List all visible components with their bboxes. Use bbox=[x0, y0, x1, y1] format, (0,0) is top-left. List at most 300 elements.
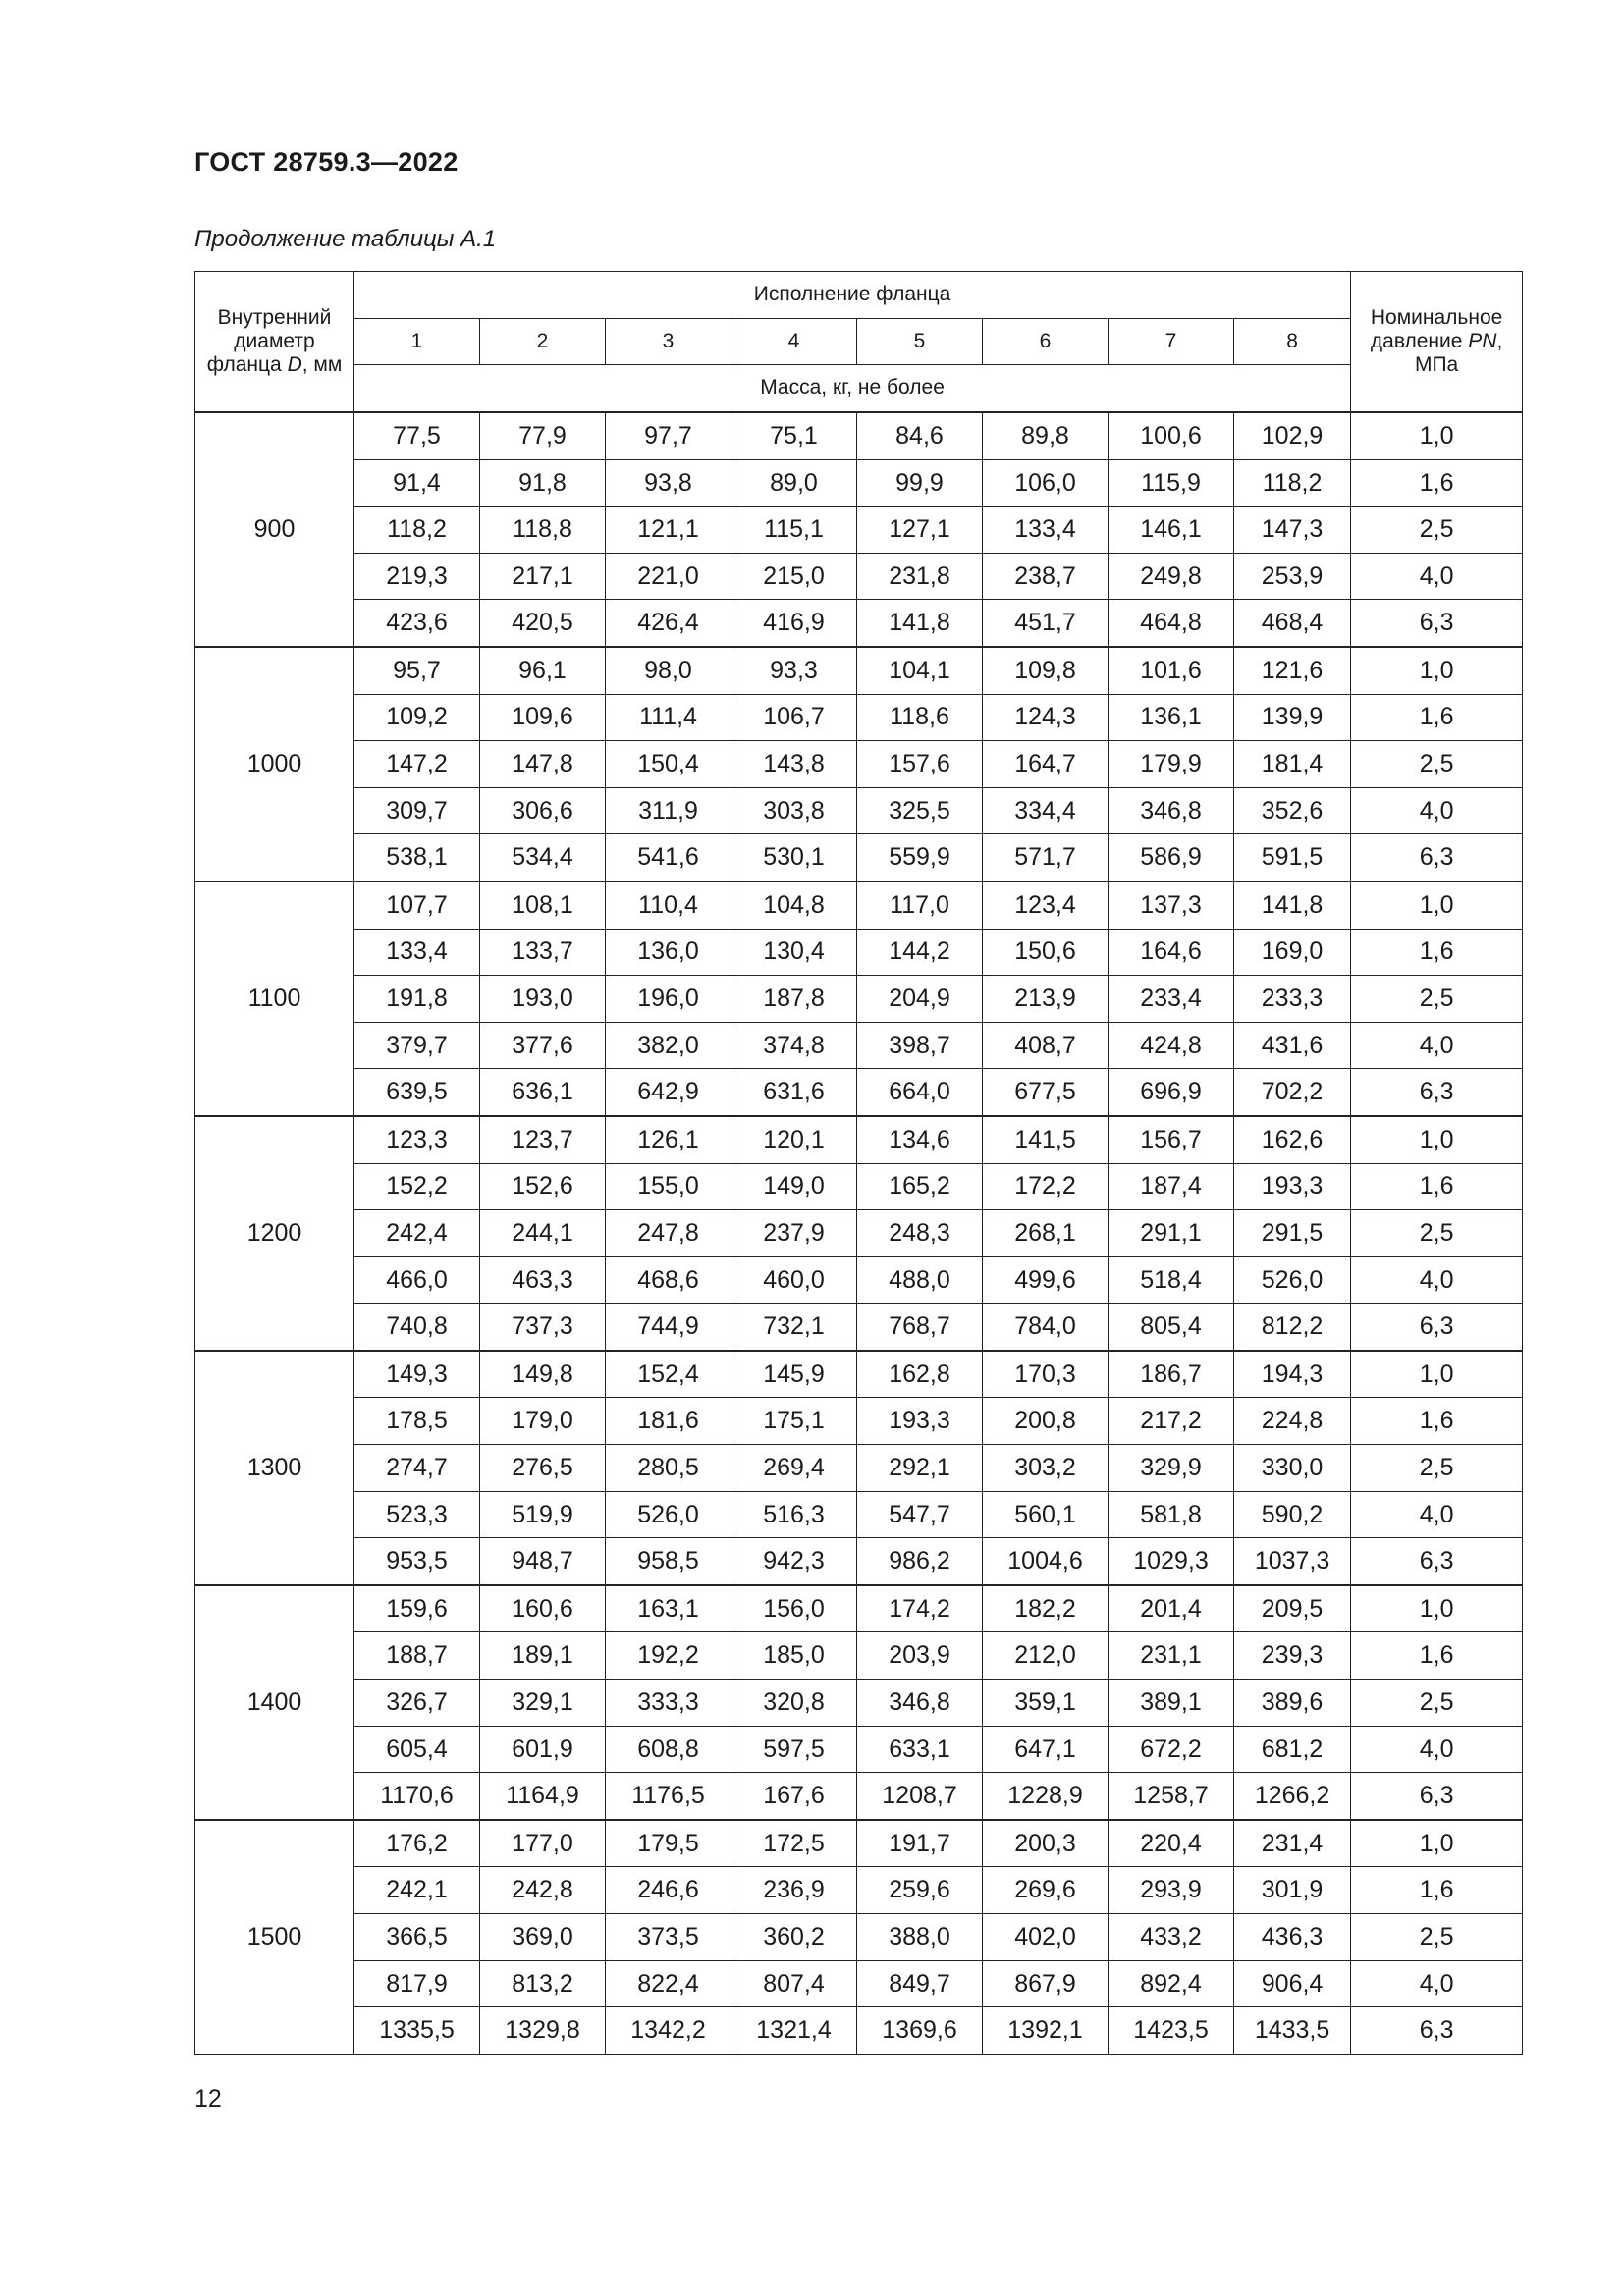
mass-cell: 123,4 bbox=[983, 881, 1109, 929]
mass-cell: 1321,4 bbox=[731, 2007, 857, 2055]
pressure-cell: 6,3 bbox=[1351, 1773, 1523, 1820]
header-flange-type-3: 3 bbox=[606, 319, 731, 365]
mass-cell: 147,8 bbox=[480, 741, 606, 788]
mass-cell: 1392,1 bbox=[983, 2007, 1109, 2055]
mass-cell: 1176,5 bbox=[606, 1773, 731, 1820]
diameter-cell: 1100 bbox=[195, 881, 354, 1116]
mass-cell: 948,7 bbox=[480, 1538, 606, 1585]
mass-cell: 530,1 bbox=[731, 834, 857, 881]
mass-cell: 1037,3 bbox=[1234, 1538, 1351, 1585]
table-row bbox=[195, 1820, 1523, 1867]
mass-cell: 220,4 bbox=[1109, 1820, 1234, 1867]
mass-cell: 436,3 bbox=[1234, 1914, 1351, 1961]
mass-cell: 463,3 bbox=[480, 1256, 606, 1304]
pressure-cell: 2,5 bbox=[1351, 1445, 1523, 1492]
mass-cell: 118,2 bbox=[354, 507, 480, 554]
mass-cell: 155,0 bbox=[606, 1163, 731, 1210]
mass-cell: 157,6 bbox=[857, 741, 983, 788]
mass-cell: 601,9 bbox=[480, 1726, 606, 1773]
mass-cell: 101,6 bbox=[1109, 647, 1234, 694]
mass-cell: 249,8 bbox=[1109, 553, 1234, 600]
mass-table bbox=[194, 271, 1523, 2055]
mass-cell: 133,7 bbox=[480, 929, 606, 976]
header-flange-type-5: 5 bbox=[857, 319, 983, 365]
mass-cell: 681,2 bbox=[1234, 1726, 1351, 1773]
mass-cell: 137,3 bbox=[1109, 881, 1234, 929]
mass-cell: 141,5 bbox=[983, 1116, 1109, 1163]
mass-cell: 93,3 bbox=[731, 647, 857, 694]
mass-cell: 215,0 bbox=[731, 553, 857, 600]
mass-cell: 181,6 bbox=[606, 1398, 731, 1445]
pressure-cell: 4,0 bbox=[1351, 787, 1523, 834]
mass-cell: 1433,5 bbox=[1234, 2007, 1351, 2055]
mass-cell: 274,7 bbox=[354, 1445, 480, 1492]
mass-cell: 388,0 bbox=[857, 1914, 983, 1961]
mass-cell: 182,2 bbox=[983, 1585, 1109, 1632]
mass-cell: 744,9 bbox=[606, 1304, 731, 1351]
mass-cell: 1342,2 bbox=[606, 2007, 731, 2055]
mass-cell: 464,8 bbox=[1109, 600, 1234, 647]
mass-cell: 768,7 bbox=[857, 1304, 983, 1351]
mass-cell: 84,6 bbox=[857, 412, 983, 459]
mass-cell: 1369,6 bbox=[857, 2007, 983, 2055]
mass-cell: 586,9 bbox=[1109, 834, 1234, 881]
diameter-cell: 1400 bbox=[195, 1585, 354, 1820]
table-row bbox=[195, 1304, 1523, 1351]
table-row bbox=[195, 976, 1523, 1023]
mass-cell: 303,2 bbox=[983, 1445, 1109, 1492]
mass-cell: 149,0 bbox=[731, 1163, 857, 1210]
mass-cell: 93,8 bbox=[606, 459, 731, 507]
mass-cell: 306,6 bbox=[480, 787, 606, 834]
table-row bbox=[195, 1632, 1523, 1680]
mass-cell: 106,7 bbox=[731, 694, 857, 741]
table-row bbox=[195, 1351, 1523, 1398]
table-row bbox=[195, 1538, 1523, 1585]
table-row bbox=[195, 553, 1523, 600]
mass-cell: 139,9 bbox=[1234, 694, 1351, 741]
header-diameter: Внутренний диаметр фланца D, мм bbox=[195, 272, 354, 413]
mass-cell: 590,2 bbox=[1234, 1491, 1351, 1538]
mass-cell: 109,6 bbox=[480, 694, 606, 741]
table-header bbox=[195, 272, 1523, 413]
pressure-cell: 2,5 bbox=[1351, 1680, 1523, 1727]
mass-cell: 237,9 bbox=[731, 1210, 857, 1257]
mass-cell: 958,5 bbox=[606, 1538, 731, 1585]
mass-cell: 164,6 bbox=[1109, 929, 1234, 976]
mass-cell: 99,9 bbox=[857, 459, 983, 507]
pressure-cell: 6,3 bbox=[1351, 834, 1523, 881]
mass-cell: 1335,5 bbox=[354, 2007, 480, 2055]
table-row bbox=[195, 600, 1523, 647]
mass-cell: 164,7 bbox=[983, 741, 1109, 788]
header-mass: Масса, кг, не более bbox=[354, 365, 1351, 413]
mass-cell: 326,7 bbox=[354, 1680, 480, 1727]
mass-cell: 534,4 bbox=[480, 834, 606, 881]
mass-cell: 185,0 bbox=[731, 1632, 857, 1680]
mass-cell: 518,4 bbox=[1109, 1256, 1234, 1304]
mass-cell: 784,0 bbox=[983, 1304, 1109, 1351]
mass-cell: 219,3 bbox=[354, 553, 480, 600]
mass-cell: 817,9 bbox=[354, 1960, 480, 2007]
mass-cell: 172,2 bbox=[983, 1163, 1109, 1210]
mass-cell: 242,1 bbox=[354, 1867, 480, 1914]
mass-cell: 420,5 bbox=[480, 600, 606, 647]
mass-cell: 247,8 bbox=[606, 1210, 731, 1257]
mass-cell: 366,5 bbox=[354, 1914, 480, 1961]
mass-cell: 96,1 bbox=[480, 647, 606, 694]
mass-cell: 186,7 bbox=[1109, 1351, 1234, 1398]
table-row bbox=[195, 1585, 1523, 1632]
mass-cell: 117,0 bbox=[857, 881, 983, 929]
mass-cell: 238,7 bbox=[983, 553, 1109, 600]
mass-cell: 1164,9 bbox=[480, 1773, 606, 1820]
mass-cell: 121,6 bbox=[1234, 647, 1351, 694]
mass-cell: 167,6 bbox=[731, 1773, 857, 1820]
pressure-cell: 4,0 bbox=[1351, 553, 1523, 600]
mass-cell: 118,8 bbox=[480, 507, 606, 554]
mass-cell: 672,2 bbox=[1109, 1726, 1234, 1773]
mass-cell: 605,4 bbox=[354, 1726, 480, 1773]
mass-cell: 104,8 bbox=[731, 881, 857, 929]
mass-cell: 642,9 bbox=[606, 1069, 731, 1116]
mass-cell: 807,4 bbox=[731, 1960, 857, 2007]
mass-cell: 147,2 bbox=[354, 741, 480, 788]
mass-cell: 408,7 bbox=[983, 1022, 1109, 1069]
table-row bbox=[195, 929, 1523, 976]
table-row bbox=[195, 1022, 1523, 1069]
header-flange-type-2: 2 bbox=[480, 319, 606, 365]
mass-cell: 516,3 bbox=[731, 1491, 857, 1538]
diameter-cell: 900 bbox=[195, 412, 354, 647]
mass-cell: 75,1 bbox=[731, 412, 857, 459]
mass-cell: 1329,8 bbox=[480, 2007, 606, 2055]
table-row bbox=[195, 1491, 1523, 1538]
mass-cell: 268,1 bbox=[983, 1210, 1109, 1257]
pressure-cell: 6,3 bbox=[1351, 1538, 1523, 1585]
mass-cell: 141,8 bbox=[1234, 881, 1351, 929]
mass-cell: 1208,7 bbox=[857, 1773, 983, 1820]
mass-cell: 559,9 bbox=[857, 834, 983, 881]
mass-cell: 1170,6 bbox=[354, 1773, 480, 1820]
mass-cell: 346,8 bbox=[1109, 787, 1234, 834]
mass-cell: 188,7 bbox=[354, 1632, 480, 1680]
pressure-cell: 4,0 bbox=[1351, 1726, 1523, 1773]
mass-cell: 231,8 bbox=[857, 553, 983, 600]
mass-cell: 150,6 bbox=[983, 929, 1109, 976]
mass-cell: 805,4 bbox=[1109, 1304, 1234, 1351]
mass-cell: 293,9 bbox=[1109, 1867, 1234, 1914]
mass-cell: 360,2 bbox=[731, 1914, 857, 1961]
mass-cell: 89,8 bbox=[983, 412, 1109, 459]
mass-cell: 98,0 bbox=[606, 647, 731, 694]
mass-cell: 136,0 bbox=[606, 929, 731, 976]
mass-cell: 179,9 bbox=[1109, 741, 1234, 788]
mass-cell: 329,1 bbox=[480, 1680, 606, 1727]
mass-cell: 460,0 bbox=[731, 1256, 857, 1304]
pressure-cell: 1,6 bbox=[1351, 1867, 1523, 1914]
table-row bbox=[195, 1069, 1523, 1116]
mass-cell: 159,6 bbox=[354, 1585, 480, 1632]
pressure-cell: 4,0 bbox=[1351, 1256, 1523, 1304]
mass-cell: 123,3 bbox=[354, 1116, 480, 1163]
pressure-cell: 2,5 bbox=[1351, 741, 1523, 788]
mass-cell: 468,4 bbox=[1234, 600, 1351, 647]
mass-cell: 176,2 bbox=[354, 1820, 480, 1867]
mass-cell: 231,4 bbox=[1234, 1820, 1351, 1867]
mass-cell: 201,4 bbox=[1109, 1585, 1234, 1632]
mass-cell: 91,4 bbox=[354, 459, 480, 507]
mass-cell: 431,6 bbox=[1234, 1022, 1351, 1069]
mass-cell: 1004,6 bbox=[983, 1538, 1109, 1585]
pressure-cell: 6,3 bbox=[1351, 600, 1523, 647]
table-row bbox=[195, 1773, 1523, 1820]
mass-cell: 224,8 bbox=[1234, 1398, 1351, 1445]
mass-cell: 1266,2 bbox=[1234, 1773, 1351, 1820]
mass-cell: 133,4 bbox=[354, 929, 480, 976]
mass-cell: 633,1 bbox=[857, 1726, 983, 1773]
mass-cell: 424,8 bbox=[1109, 1022, 1234, 1069]
mass-cell: 126,1 bbox=[606, 1116, 731, 1163]
mass-cell: 133,4 bbox=[983, 507, 1109, 554]
mass-cell: 143,8 bbox=[731, 741, 857, 788]
mass-cell: 253,9 bbox=[1234, 553, 1351, 600]
mass-cell: 115,1 bbox=[731, 507, 857, 554]
table-row bbox=[195, 1914, 1523, 1961]
mass-cell: 152,2 bbox=[354, 1163, 480, 1210]
mass-cell: 77,9 bbox=[480, 412, 606, 459]
mass-cell: 102,9 bbox=[1234, 412, 1351, 459]
pressure-cell: 1,0 bbox=[1351, 1116, 1523, 1163]
mass-cell: 193,3 bbox=[1234, 1163, 1351, 1210]
mass-cell: 541,6 bbox=[606, 834, 731, 881]
pressure-cell: 1,6 bbox=[1351, 929, 1523, 976]
mass-cell: 91,8 bbox=[480, 459, 606, 507]
document-title: ГОСТ 28759.3—2022 bbox=[194, 147, 459, 177]
mass-cell: 246,6 bbox=[606, 1867, 731, 1914]
table-row bbox=[195, 647, 1523, 694]
mass-cell: 822,4 bbox=[606, 1960, 731, 2007]
mass-cell: 560,1 bbox=[983, 1491, 1109, 1538]
mass-cell: 812,2 bbox=[1234, 1304, 1351, 1351]
mass-cell: 136,1 bbox=[1109, 694, 1234, 741]
mass-cell: 204,9 bbox=[857, 976, 983, 1023]
mass-cell: 608,8 bbox=[606, 1726, 731, 1773]
mass-cell: 664,0 bbox=[857, 1069, 983, 1116]
mass-cell: 121,1 bbox=[606, 507, 731, 554]
mass-cell: 127,1 bbox=[857, 507, 983, 554]
mass-cell: 162,8 bbox=[857, 1351, 983, 1398]
table-row bbox=[195, 694, 1523, 741]
mass-cell: 108,1 bbox=[480, 881, 606, 929]
mass-cell: 389,6 bbox=[1234, 1680, 1351, 1727]
table-row bbox=[195, 1116, 1523, 1163]
mass-cell: 191,8 bbox=[354, 976, 480, 1023]
mass-cell: 639,5 bbox=[354, 1069, 480, 1116]
mass-cell: 523,3 bbox=[354, 1491, 480, 1538]
mass-cell: 150,4 bbox=[606, 741, 731, 788]
mass-cell: 177,0 bbox=[480, 1820, 606, 1867]
mass-cell: 499,6 bbox=[983, 1256, 1109, 1304]
mass-cell: 179,0 bbox=[480, 1398, 606, 1445]
header-flange-type-group: Исполнение фланца bbox=[354, 272, 1351, 319]
mass-cell: 942,3 bbox=[731, 1538, 857, 1585]
pressure-cell: 1,6 bbox=[1351, 1398, 1523, 1445]
mass-cell: 382,0 bbox=[606, 1022, 731, 1069]
table-row bbox=[195, 412, 1523, 459]
header-flange-type-1: 1 bbox=[354, 319, 480, 365]
page-number: 12 bbox=[194, 2085, 222, 2112]
mass-cell: 118,6 bbox=[857, 694, 983, 741]
pressure-cell: 1,0 bbox=[1351, 1351, 1523, 1398]
mass-cell: 330,0 bbox=[1234, 1445, 1351, 1492]
table-row bbox=[195, 507, 1523, 554]
mass-cell: 187,8 bbox=[731, 976, 857, 1023]
mass-cell: 100,6 bbox=[1109, 412, 1234, 459]
mass-cell: 200,8 bbox=[983, 1398, 1109, 1445]
mass-cell: 526,0 bbox=[1234, 1256, 1351, 1304]
table-row bbox=[195, 1960, 1523, 2007]
mass-cell: 187,4 bbox=[1109, 1163, 1234, 1210]
mass-cell: 377,6 bbox=[480, 1022, 606, 1069]
mass-cell: 213,9 bbox=[983, 976, 1109, 1023]
mass-cell: 379,7 bbox=[354, 1022, 480, 1069]
mass-cell: 732,1 bbox=[731, 1304, 857, 1351]
mass-cell: 77,5 bbox=[354, 412, 480, 459]
mass-cell: 291,5 bbox=[1234, 1210, 1351, 1257]
mass-cell: 402,0 bbox=[983, 1914, 1109, 1961]
mass-cell: 269,6 bbox=[983, 1867, 1109, 1914]
pressure-cell: 1,0 bbox=[1351, 881, 1523, 929]
header-flange-type-6: 6 bbox=[983, 319, 1109, 365]
mass-cell: 466,0 bbox=[354, 1256, 480, 1304]
mass-cell: 181,4 bbox=[1234, 741, 1351, 788]
mass-cell: 538,1 bbox=[354, 834, 480, 881]
mass-cell: 333,3 bbox=[606, 1680, 731, 1727]
mass-cell: 212,0 bbox=[983, 1632, 1109, 1680]
pressure-cell: 1,0 bbox=[1351, 647, 1523, 694]
pressure-cell: 1,0 bbox=[1351, 1585, 1523, 1632]
mass-cell: 165,2 bbox=[857, 1163, 983, 1210]
mass-cell: 320,8 bbox=[731, 1680, 857, 1727]
header-flange-type-7: 7 bbox=[1109, 319, 1234, 365]
mass-cell: 269,4 bbox=[731, 1445, 857, 1492]
mass-cell: 280,5 bbox=[606, 1445, 731, 1492]
mass-cell: 547,7 bbox=[857, 1491, 983, 1538]
mass-cell: 109,8 bbox=[983, 647, 1109, 694]
mass-cell: 389,1 bbox=[1109, 1680, 1234, 1727]
table-row bbox=[195, 741, 1523, 788]
mass-cell: 146,1 bbox=[1109, 507, 1234, 554]
table-row bbox=[195, 459, 1523, 507]
mass-cell: 134,6 bbox=[857, 1116, 983, 1163]
mass-cell: 303,8 bbox=[731, 787, 857, 834]
mass-cell: 193,3 bbox=[857, 1398, 983, 1445]
mass-cell: 147,3 bbox=[1234, 507, 1351, 554]
table-row bbox=[195, 1867, 1523, 1914]
mass-cell: 115,9 bbox=[1109, 459, 1234, 507]
mass-cell: 107,7 bbox=[354, 881, 480, 929]
mass-cell: 374,8 bbox=[731, 1022, 857, 1069]
mass-cell: 702,2 bbox=[1234, 1069, 1351, 1116]
mass-cell: 174,2 bbox=[857, 1585, 983, 1632]
table-row bbox=[195, 2007, 1523, 2055]
mass-cell: 89,0 bbox=[731, 459, 857, 507]
mass-cell: 178,5 bbox=[354, 1398, 480, 1445]
mass-cell: 191,7 bbox=[857, 1820, 983, 1867]
pressure-cell: 1,6 bbox=[1351, 459, 1523, 507]
mass-cell: 149,8 bbox=[480, 1351, 606, 1398]
mass-cell: 451,7 bbox=[983, 600, 1109, 647]
pressure-cell: 1,6 bbox=[1351, 694, 1523, 741]
mass-cell: 906,4 bbox=[1234, 1960, 1351, 2007]
header-flange-type-4: 4 bbox=[731, 319, 857, 365]
pressure-cell: 1,6 bbox=[1351, 1163, 1523, 1210]
table-body bbox=[195, 412, 1523, 2054]
mass-cell: 433,2 bbox=[1109, 1914, 1234, 1961]
mass-cell: 398,7 bbox=[857, 1022, 983, 1069]
mass-cell: 189,1 bbox=[480, 1632, 606, 1680]
mass-cell: 221,0 bbox=[606, 553, 731, 600]
mass-cell: 179,5 bbox=[606, 1820, 731, 1867]
mass-cell: 526,0 bbox=[606, 1491, 731, 1538]
mass-cell: 352,6 bbox=[1234, 787, 1351, 834]
mass-cell: 144,2 bbox=[857, 929, 983, 976]
mass-cell: 329,9 bbox=[1109, 1445, 1234, 1492]
table-caption: Продолжение таблицы А.1 bbox=[194, 226, 497, 252]
mass-cell: 217,1 bbox=[480, 553, 606, 600]
pressure-cell: 6,3 bbox=[1351, 2007, 1523, 2055]
mass-cell: 867,9 bbox=[983, 1960, 1109, 2007]
diameter-cell: 1200 bbox=[195, 1116, 354, 1351]
table-row bbox=[195, 834, 1523, 881]
mass-cell: 953,5 bbox=[354, 1538, 480, 1585]
mass-cell: 259,6 bbox=[857, 1867, 983, 1914]
mass-cell: 104,1 bbox=[857, 647, 983, 694]
mass-cell: 200,3 bbox=[983, 1820, 1109, 1867]
mass-cell: 239,3 bbox=[1234, 1632, 1351, 1680]
pressure-cell: 1,6 bbox=[1351, 1632, 1523, 1680]
mass-cell: 737,3 bbox=[480, 1304, 606, 1351]
table-row bbox=[195, 1398, 1523, 1445]
mass-cell: 145,9 bbox=[731, 1351, 857, 1398]
mass-cell: 813,2 bbox=[480, 1960, 606, 2007]
mass-cell: 233,3 bbox=[1234, 976, 1351, 1023]
mass-cell: 217,2 bbox=[1109, 1398, 1234, 1445]
mass-cell: 130,4 bbox=[731, 929, 857, 976]
mass-cell: 196,0 bbox=[606, 976, 731, 1023]
mass-cell: 194,3 bbox=[1234, 1351, 1351, 1398]
table-row bbox=[195, 787, 1523, 834]
mass-cell: 369,0 bbox=[480, 1914, 606, 1961]
mass-cell: 571,7 bbox=[983, 834, 1109, 881]
mass-cell: 170,3 bbox=[983, 1351, 1109, 1398]
mass-cell: 172,5 bbox=[731, 1820, 857, 1867]
pressure-cell: 2,5 bbox=[1351, 1210, 1523, 1257]
mass-cell: 244,1 bbox=[480, 1210, 606, 1257]
mass-cell: 346,8 bbox=[857, 1680, 983, 1727]
diameter-cell: 1500 bbox=[195, 1820, 354, 2054]
mass-cell: 325,5 bbox=[857, 787, 983, 834]
mass-cell: 169,0 bbox=[1234, 929, 1351, 976]
mass-cell: 156,0 bbox=[731, 1585, 857, 1632]
mass-cell: 647,1 bbox=[983, 1726, 1109, 1773]
mass-cell: 334,4 bbox=[983, 787, 1109, 834]
mass-cell: 986,2 bbox=[857, 1538, 983, 1585]
pressure-cell: 4,0 bbox=[1351, 1960, 1523, 2007]
mass-cell: 152,6 bbox=[480, 1163, 606, 1210]
mass-cell: 276,5 bbox=[480, 1445, 606, 1492]
